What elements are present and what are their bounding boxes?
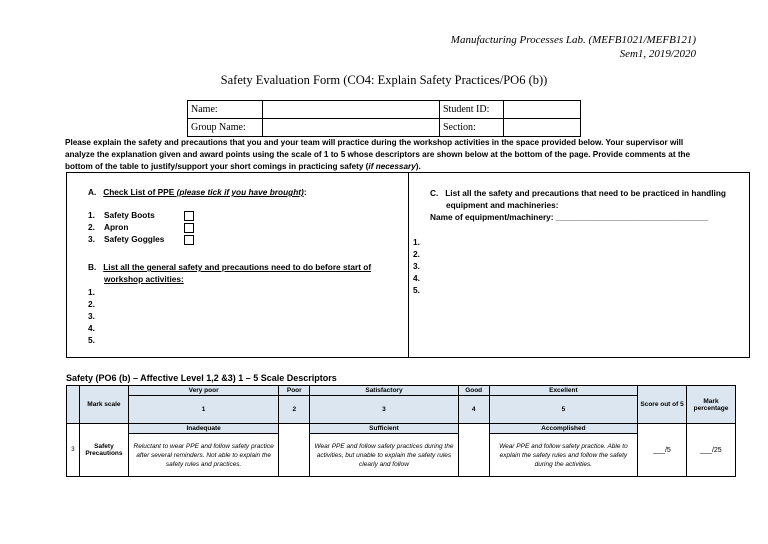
level-very-poor: Very poor	[128, 386, 278, 396]
mark-scale-label: Mark scale	[79, 386, 128, 424]
student-id-field[interactable]	[504, 101, 581, 119]
score-label: Score out of 5	[638, 386, 687, 424]
criterion-label: Safety Precautions	[79, 424, 128, 477]
very-poor-descriptor: Reluctant to wear PPE and follow safety practice after several reminders. Not able to explain the safety rules and practices.	[128, 434, 278, 477]
mark-percentage-label: Mark percentage	[686, 386, 735, 424]
percentage-field[interactable]: ___/25	[686, 424, 735, 477]
score-field[interactable]: ___/5	[638, 424, 687, 477]
excellent-descriptor: Wear PPE and follow safety practice. Able to explain the safety rules and follow the safety during the activities.	[489, 434, 637, 477]
level-poor: Poor	[279, 386, 310, 396]
section-b-list[interactable]: 1. 2. 3. 4. 5.	[88, 287, 95, 345]
value-4: 4	[458, 396, 489, 424]
apron-checkbox[interactable]	[184, 223, 194, 233]
value-2: 2	[279, 396, 310, 424]
name-label: Name:	[188, 101, 263, 119]
group-label: Group Name:	[188, 119, 263, 137]
section-b-heading: B. List all the general safety and precautions need to do before start of workshop activities:	[88, 262, 372, 284]
form-title: Safety Evaluation Form (CO4: Explain Safety Practices/PO6 (b))	[220, 73, 548, 87]
instructions: Please explain the safety and precautions that you and your team will practice during the workshop activities in the space provided below. Your supervisor will analyze the explanation given and award points using the scale of 1 to 5 whose descriptors are shown below at the bottom of the page. Provide comments at the bottom of the table to justify/support your short comings in practicing safety (if necessary).	[65, 138, 691, 171]
satisfactory-descriptor: Wear PPE and follow safety practices during the activities, but unable to explain the safety rules clearly and follow	[310, 434, 458, 477]
safety-boots-checkbox[interactable]	[184, 211, 194, 221]
section-a-heading: A. Check List of PPE (please tick if you have brought):	[88, 187, 307, 197]
ppe-checklist: 1. Safety Boots 2. Apron 3. Safety Goggles	[88, 209, 194, 245]
section-c-list[interactable]: 1. 2. 3. 4. 5.	[413, 237, 420, 295]
sufficient-header: Sufficient	[310, 424, 458, 434]
poor-cell	[279, 424, 310, 477]
inadequate-header: Inadequate	[128, 424, 278, 434]
scale-table	[66, 385, 736, 477]
section-label: Section:	[440, 119, 504, 137]
level-satisfactory: Satisfactory	[310, 386, 458, 396]
safety-goggles-checkbox[interactable]	[184, 235, 194, 245]
corner-cell	[67, 386, 80, 424]
value-1: 1	[128, 396, 278, 424]
level-good: Good	[458, 386, 489, 396]
name-field[interactable]	[263, 101, 440, 119]
row-number: 3	[67, 424, 80, 477]
good-cell	[458, 424, 489, 477]
column-divider	[408, 172, 409, 357]
semester-header: Sem1, 2019/2020	[619, 48, 696, 60]
student-info-table	[187, 100, 581, 137]
level-excellent: Excellent	[489, 386, 637, 396]
section-c-heading: C. List all the safety and precautions that need to be practiced in handling equipment and machineries: Name of equipment/machinery: _________________________________	[430, 188, 726, 222]
equipment-field[interactable]: _________________________________	[555, 212, 709, 222]
group-field[interactable]	[263, 119, 440, 137]
value-3: 3	[310, 396, 458, 424]
section-field[interactable]	[504, 119, 581, 137]
scale-title: Safety (PO6 (b) – Affective Level 1,2 &3) 1 – 5 Scale Descriptors	[66, 373, 337, 383]
student-id-label: Student ID:	[440, 101, 504, 119]
course-header: Manufacturing Processes Lab. (MEFB1021/MEFB121)	[450, 34, 696, 46]
value-5: 5	[489, 396, 637, 424]
accomplished-header: Accomplished	[489, 424, 637, 434]
